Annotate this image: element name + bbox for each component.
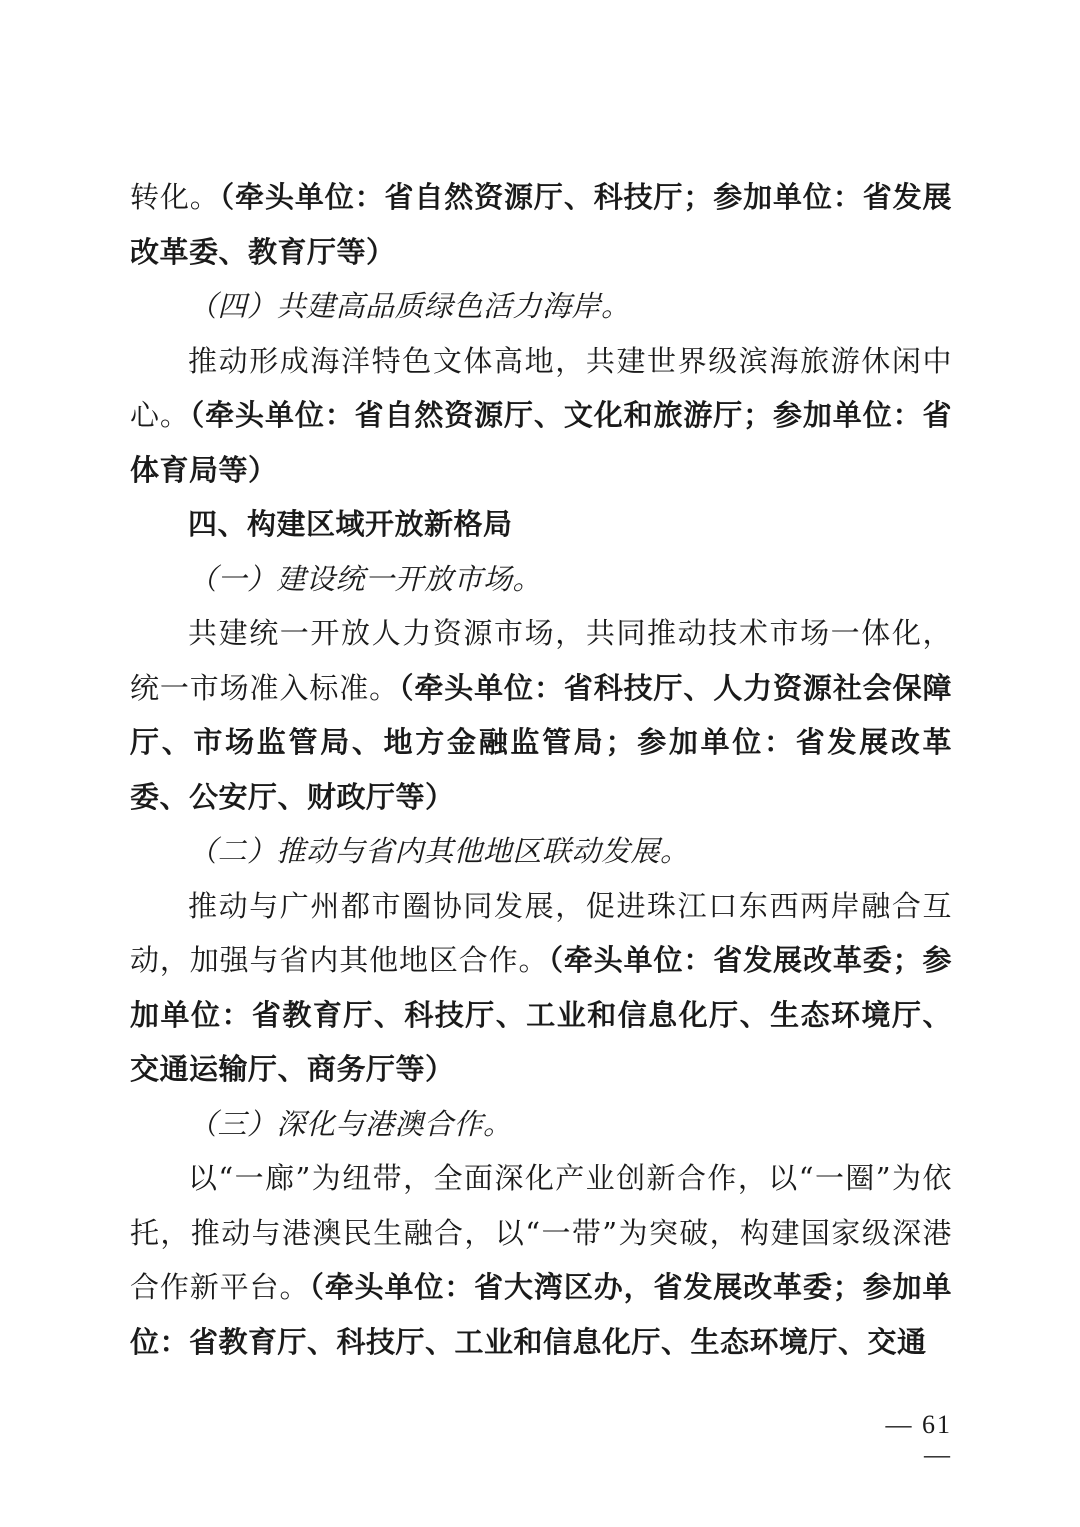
lead-units-note: （牵头单位：省自然资源厅、文化和旅游厅；参加单位：省体育局等） (130, 398, 952, 487)
paragraph-text: 转化。 (130, 180, 220, 214)
paragraph-text: 共建统一开放人力资源市场，共同推动技术市场一体化，统一市场准入标准。 (130, 616, 952, 705)
paragraph-text: 推动与广州都市圈协同发展，促进珠江口东西两岸融合互动，加强与省内其他地区合作。 (130, 888, 952, 977)
subheading-hk-macao (130, 1097, 952, 1152)
paragraph-text: 以“一廊”为纽带，全面深化产业创新合作，以“一圈”为依托，推动与港澳民生融合，以“一带”为突破，构建国家级深港合作新平台。 (130, 1161, 952, 1304)
paragraph-regional-linkage (130, 879, 952, 1097)
paragraph-text: 推动形成海洋特色文体高地，共建世界级滨海旅游休闲中心。 (130, 343, 952, 432)
subheading-coast (130, 279, 952, 334)
page-number: — 61 — (885, 1410, 952, 1469)
paragraph-transform (130, 170, 952, 279)
paragraph-hk-macao (130, 1151, 952, 1369)
section-heading-text: 四、构建区域开放新格局 (188, 507, 513, 541)
document-body (130, 170, 952, 1369)
lead-units-note: （牵头单位：省科技厅、人力资源社会保障厅、市场监管局、地方金融监管局；参加单位：省发展改革委、公安厅、财政厅等） (130, 670, 952, 814)
subheading-text: （四）共建高品质绿色活力海岸。 (188, 289, 631, 323)
lead-units-note: （牵头单位：省发展改革委；参加单位：省教育厅、科技厅、工业和信息化厅、生态环境厅、交通运输厅、商务厅等） (130, 943, 952, 1086)
lead-units-note: （牵头单位：省自然资源厅、科技厅；参加单位：省发展改革委、教育厅等） (130, 180, 952, 269)
subheading-text: （二）推动与省内其他地区联动发展。 (188, 834, 690, 868)
lead-units-note: （牵头单位：省大湾区办，省发展改革委；参加单位：省教育厅、科技厅、工业和信息化厅、生态环境厅、交通 (130, 1270, 952, 1359)
subheading-market (130, 552, 952, 607)
paragraph-market (130, 606, 952, 824)
subheading-text: （一）建设统一开放市场。 (188, 561, 543, 596)
subheading-text: （三）深化与港澳合作。 (188, 1106, 513, 1141)
paragraph-coast (130, 334, 952, 498)
section-heading-opening (130, 497, 952, 552)
subheading-regional-linkage (130, 824, 952, 879)
